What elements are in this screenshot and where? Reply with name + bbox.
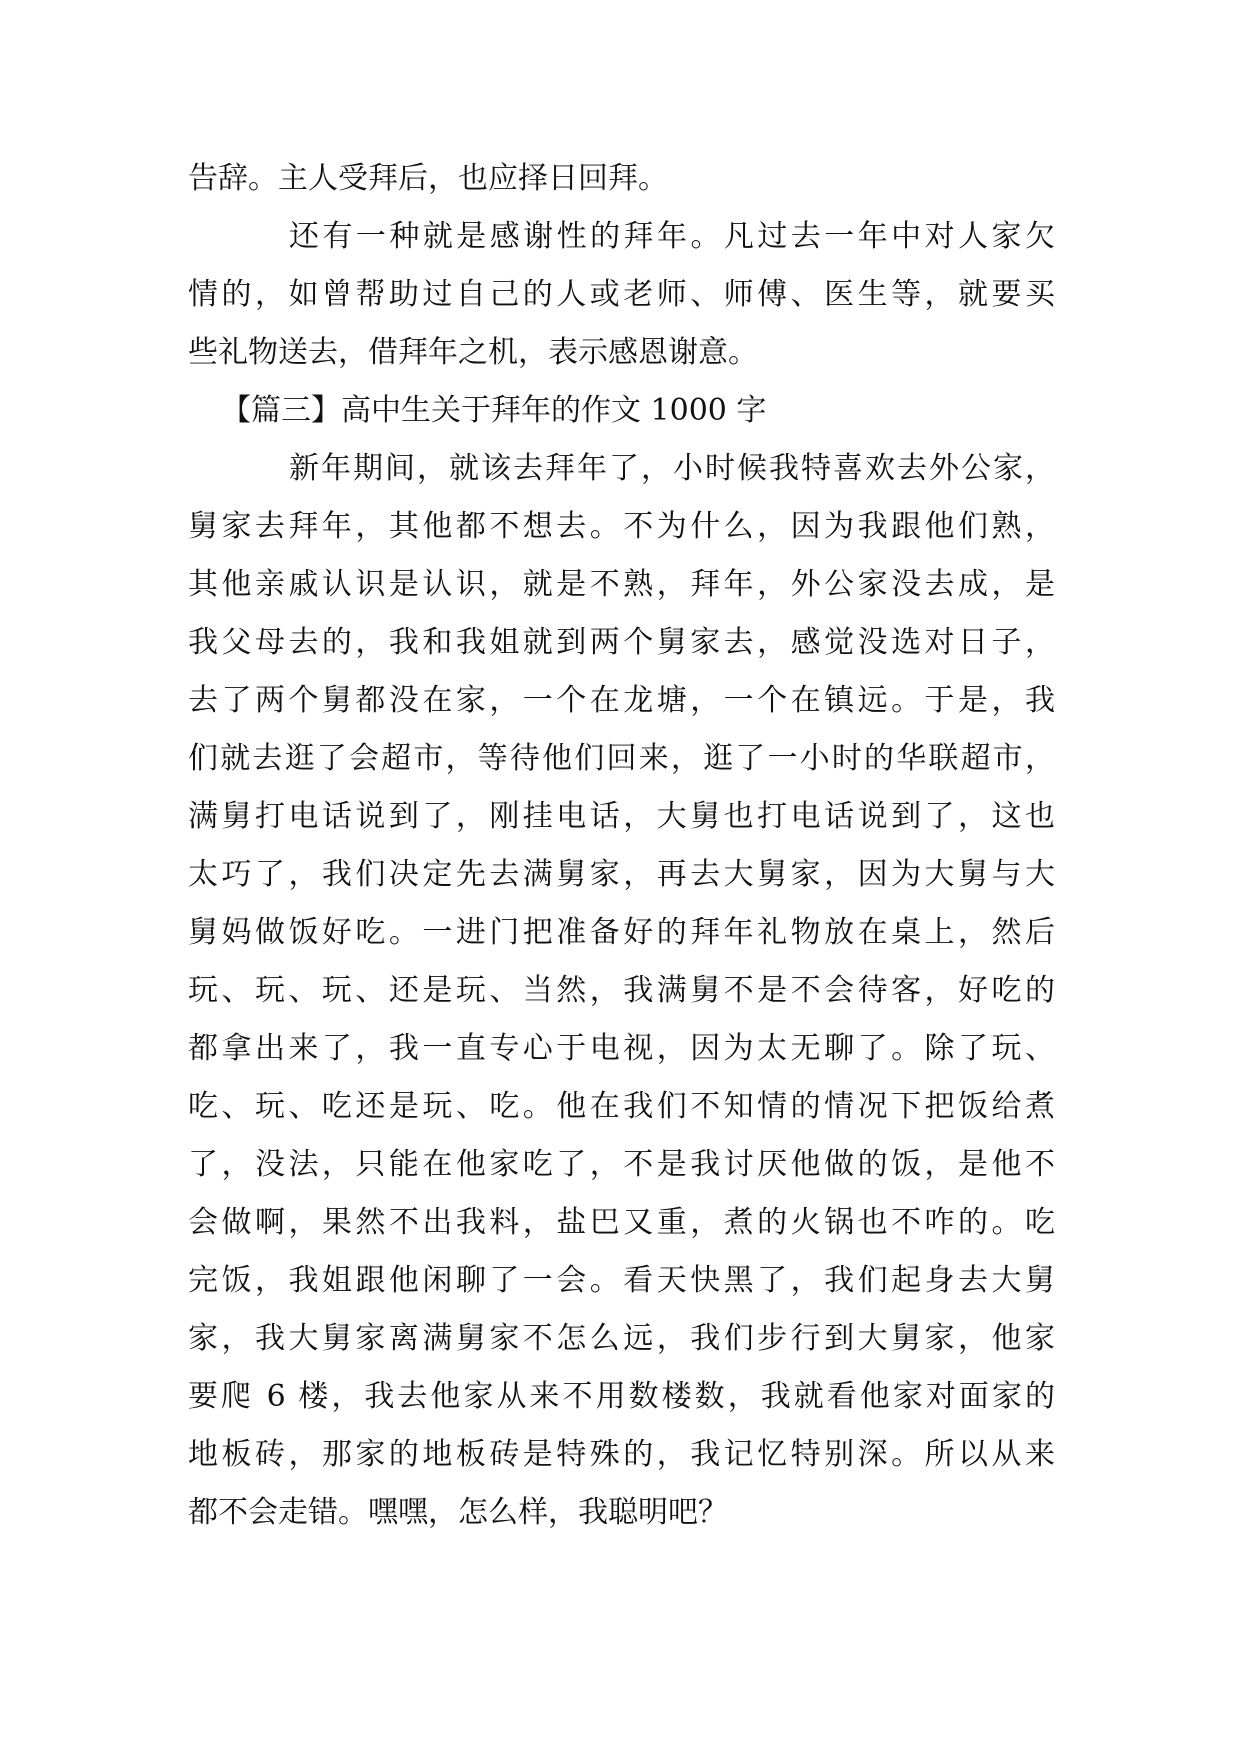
- paragraph-line: 要爬 6 楼，我去他家从来不用数楼数，我就看他家对面家的: [188, 1379, 1055, 1414]
- paragraph-line: 舅妈做饭好吃。一进门把准备好的拜年礼物放在桌上，然后: [188, 915, 1055, 950]
- paragraph-line: 完饭，我姐跟他闲聊了一会。看天快黑了，我们起身去大舅: [188, 1263, 1055, 1298]
- paragraph-line: 其他亲戚认识是认识，就是不熟，拜年，外公家没去成，是: [188, 567, 1055, 602]
- paragraph-line: 吃、玩、吃还是玩、吃。他在我们不知情的情况下把饭给煮: [188, 1089, 1055, 1124]
- paragraph-line: 满舅打电话说到了，刚挂电话，大舅也打电话说到了，这也: [188, 799, 1055, 834]
- paragraph-line: 太巧了，我们决定先去满舅家，再去大舅家，因为大舅与大: [188, 857, 1055, 892]
- paragraph-line: 了，没法，只能在他家吃了，不是我讨厌他做的饭，是他不: [188, 1147, 1055, 1182]
- document-body: [188, 150, 1055, 1542]
- paragraph-line: 我父母去的，我和我姐就到两个舅家去，感觉没选对日子，: [188, 625, 1055, 660]
- paragraph-line: 地板砖，那家的地板砖是特殊的，我记忆特别深。所以从来: [188, 1437, 1055, 1472]
- paragraph-line: 舅家去拜年，其他都不想去。不为什么，因为我跟他们熟，: [188, 509, 1055, 544]
- paragraph-line: 还有一种就是感谢性的拜年。凡过去一年中对人家欠: [289, 219, 1055, 254]
- paragraph-line: 情的，如曾帮助过自己的人或老师、师傅、医生等，就要买: [188, 277, 1055, 312]
- paragraph-line: 会做啊，果然不出我料，盐巴又重，煮的火锅也不咋的。吃: [188, 1205, 1055, 1240]
- paragraph-line: 们就去逛了会超市，等待他们回来，逛了一小时的华联超市，: [188, 741, 1055, 776]
- paragraph-line: 家，我大舅家离满舅家不怎么远，我们步行到大舅家，他家: [188, 1321, 1055, 1356]
- paragraph-line: 玩、玩、玩、还是玩、当然，我满舅不是不会待客，好吃的: [188, 973, 1055, 1008]
- paragraph-line: 去了两个舅都没在家，一个在龙塘，一个在镇远。于是，我: [188, 683, 1055, 718]
- section-heading: 【篇三】高中生关于拜年的作文 1000 字: [221, 393, 767, 428]
- paragraph-line: 新年期间，就该去拜年了，小时候我特喜欢去外公家，: [289, 451, 1055, 486]
- paragraph-line: 都拿出来了，我一直专心于电视，因为太无聊了。除了玩、: [188, 1031, 1055, 1066]
- paragraph-line: 些礼物送去，借拜年之机，表示感恩谢意。: [188, 335, 758, 370]
- paragraph-continuation-line: 告辞。主人受拜后，也应择日回拜。: [188, 161, 668, 196]
- paragraph-line: 都不会走错。嘿嘿，怎么样，我聪明吧？: [188, 1495, 728, 1530]
